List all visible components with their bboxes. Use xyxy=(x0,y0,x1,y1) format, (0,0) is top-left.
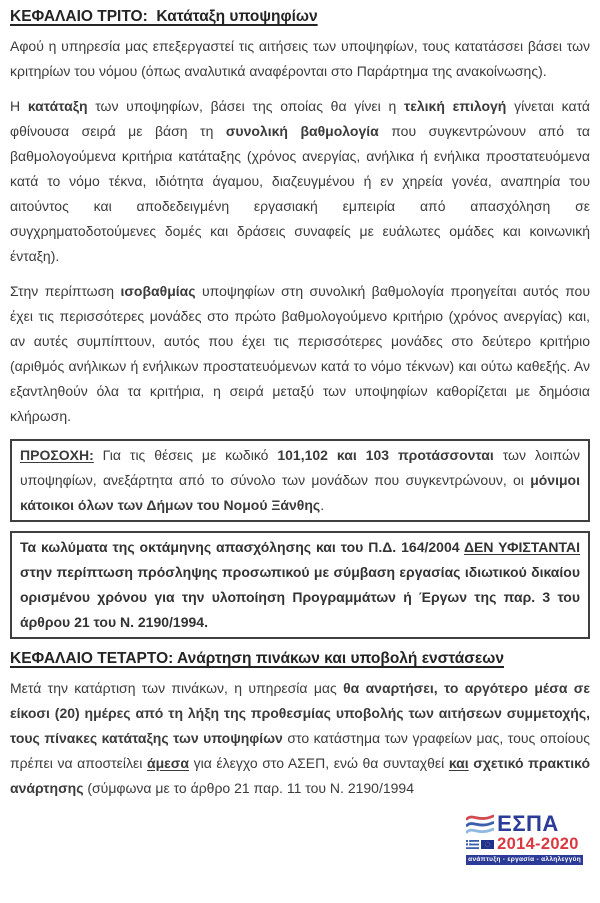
text-segment: (σύμφωνα με το άρθρο 21 παρ. 11 του Ν. 2190/1994 xyxy=(83,780,414,796)
footer-logo-row xyxy=(10,811,590,866)
notice-box xyxy=(10,439,590,522)
text-segment: . xyxy=(320,497,325,513)
notice-box-paragraph xyxy=(20,443,580,518)
text-segment: Για τις θέσεις με κωδικό xyxy=(93,447,278,463)
paragraph-posting xyxy=(10,676,590,801)
text-segment: μόνιμοι κάτοικοι όλων των Δήμων του Νομού Ξάνθης xyxy=(20,472,580,513)
text-segment: ΔΕΝ ΥΦΙΣΤΑΝΤΑΙ xyxy=(463,539,580,555)
text-segment: Η xyxy=(10,98,28,114)
paragraph-processing xyxy=(10,34,590,84)
notice-label: ΠΡΟΣΟΧΗ: xyxy=(20,447,94,463)
espa-logo xyxy=(463,811,586,865)
text-segment: Τα κωλύματα της οκτάμηνης απασχόλησης και του Π.Δ. 164/2004 xyxy=(20,539,464,555)
text-segment: των λοιπών υποψηφίων, ανεξάρτητα από το σύνολο των μονάδων που συγκεντρώνουν, οι xyxy=(20,447,580,488)
chapter3-heading-text: ΚΕΦΑΛΑΙΟ ΤΡΙΤΟ: Κατάταξη υποψηφίων xyxy=(10,8,318,25)
text-segment: Αφού η υπηρεσία μας επεξεργαστεί τις αιτήσεις των υποψηφίων, τους κατατάσσει βάσει των κριτηρίων του νόμου (όπως αναλυτικά αναφέρονται στο Παράρτημα της ανακοίνωσης). xyxy=(10,38,590,79)
text-segment: τελική επιλογή xyxy=(403,98,507,114)
text-segment: συνολική βαθμολογία xyxy=(225,123,379,139)
espa-title: ΕΣΠΑ xyxy=(497,811,559,836)
text-segment: που συγκεντρώνουν από τα βαθμολογούμενα κριτήρια κατάταξης (χρόνος ανεργίας, ανήλικα ή ενήλικα προστατευόμενα κατά το νόμο τέκνα, ιδιότητα άγαμου, διαζευγμένου ή εν χηρεία γονέα, αναπηρία του αιτούντος και αποδεδειγμένη εργασιακή εμπειρία από απασχόληση σε συγχρηματοδοτούμενες δομές και δράσεις συναφείς με ευάλωτες ομάδες και κοινωνική ένταξη). xyxy=(10,123,590,264)
text-segment: των υποψηφίων, βάσει της οποίας θα γίνει η xyxy=(87,98,404,114)
greece-flag-icon xyxy=(466,840,479,849)
text-segment: σχετικό πρακτικό ανάρτησης xyxy=(10,755,590,796)
text-segment: στο κατάστημα των γραφείων μας, τους οποίους πρέπει να αποστείλει xyxy=(10,730,590,771)
eu-flag-icon xyxy=(481,840,494,849)
text-segment: Στην περίπτωση xyxy=(10,283,121,299)
text-segment: ισοβαθμίας xyxy=(120,283,196,299)
text-segment: υποψηφίων στη συνολική βαθμολογία προηγείται αυτός που έχει τις περισσότερες μονάδες στο πρώτο βαθμολογούμενο κριτήριο (χρόνος ανεργίας) και, αν αυτές συμπίπτουν, αυτός που έχει τις περισσότερες μονάδες στο δεύτερο κριτήριο (αριθμός ανήλικων ή ενήλικων προστατευόμενων κατά το νόμο τέκνων) και ούτω καθεξής. Αν εξαντληθούν όλα τα κριτήρια, η σειρά μεταξύ των υποψηφίων καθορίζεται με δημόσια κλήρωση. xyxy=(10,283,590,424)
text-segment: Μετά την κατάρτιση των πινάκων, η υπηρεσία μας xyxy=(10,680,344,696)
text-segment: στην περίπτωση πρόσληψης προσωπικού με σύμβαση εργασίας ιδιωτικού δικαίου ορισμένου χρόνου για την υλοποίηση Προγραμμάτων ή Έργων της παρ. 3 του άρθρου 21 του Ν. 2190/1994. xyxy=(20,564,580,630)
paragraph-ranking xyxy=(10,94,590,269)
text-segment: γίνεται κατά φθίνουσα σειρά με βάση τη xyxy=(10,98,591,139)
chapter4-heading-text: ΚΕΦΑΛΑΙΟ ΤΕΤΑΡΤΟ: Ανάρτηση πινάκων και υποβολή ενστάσεων xyxy=(10,650,504,667)
paragraph-tiebreak xyxy=(10,279,590,429)
chapter4-heading xyxy=(10,648,590,670)
law-box-paragraph xyxy=(20,535,580,635)
espa-logo-top xyxy=(466,813,583,835)
espa-logo-middle xyxy=(466,836,583,853)
text-segment: κατάταξη xyxy=(27,98,88,114)
law-box xyxy=(10,531,590,639)
chapter3-heading xyxy=(10,6,590,28)
text-segment: και xyxy=(448,755,469,771)
text-segment: για έλεγχο στο ΑΣΕΠ, ενώ θα συνταχθεί xyxy=(188,755,449,771)
espa-waves-icon xyxy=(466,814,494,835)
espa-tagline: ανάπτυξη - εργασία - αλληλεγγύη xyxy=(468,856,581,863)
text-segment: θα αναρτήσει, το αργότερο μέσα σε είκοσι (20) ημέρες από τη λήξη της προθεσμίας υποβολής των αιτήσεων συμμετοχής, τους πίνακες κατάταξης των υποψηφίων xyxy=(10,680,590,746)
espa-years: 2014-2020 xyxy=(497,835,579,853)
text-segment: άμεσα xyxy=(146,755,189,771)
espa-tagline-bar xyxy=(466,855,583,865)
text-segment: 101,102 και 103 προτάσσονται xyxy=(277,447,494,463)
